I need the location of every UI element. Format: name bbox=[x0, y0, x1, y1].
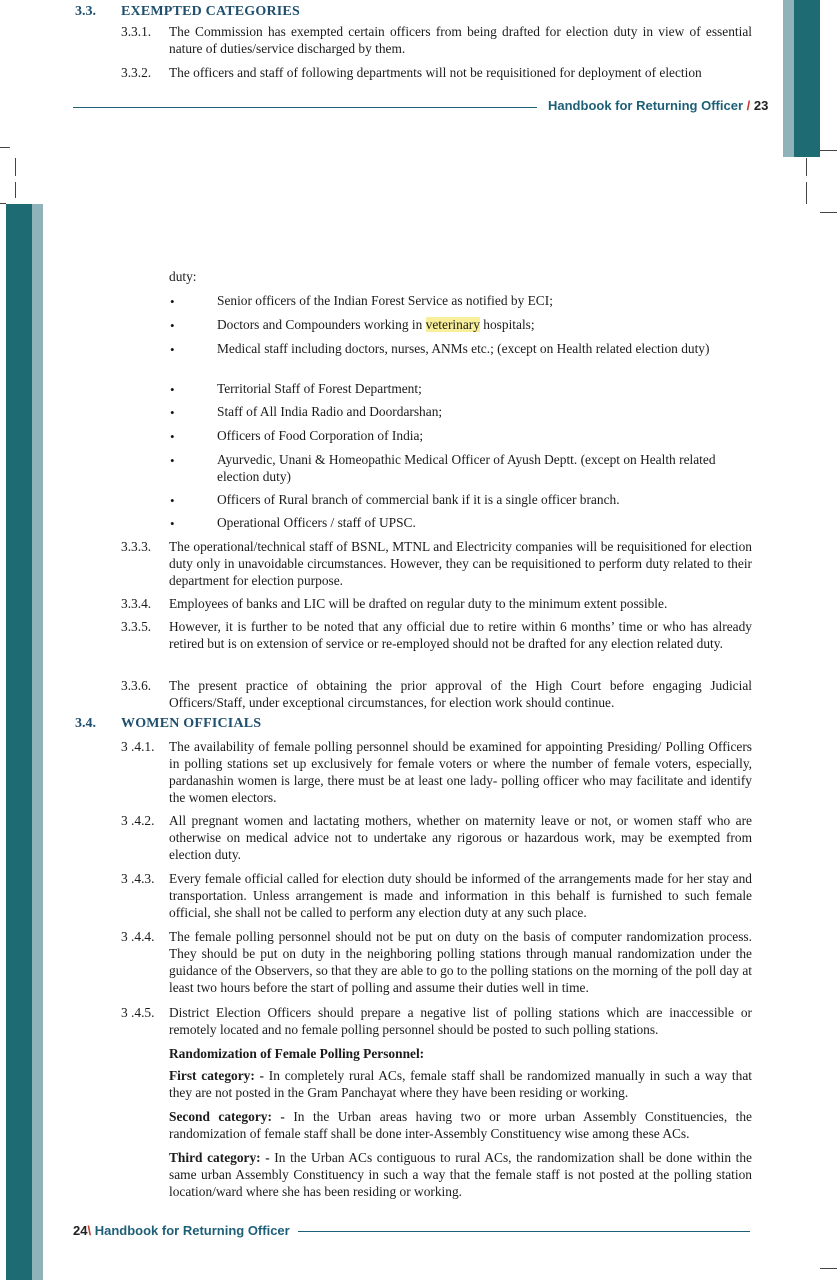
bullet-item: Ayurvedic, Unani & Homeopathic Medical Officer of Ayush Deptt. (except on Health related election duty) bbox=[217, 452, 716, 484]
randomization-category: Third category: - In the Urban ACs contiguous to rural ACs, the randomization shall be done within the same urban Assembly Constituency in such a way that the female staff is not posted at the polling station location/ward where she has been residing or working. bbox=[169, 1150, 752, 1199]
category-label: Second category: - bbox=[169, 1109, 285, 1124]
continuation-text: duty: bbox=[169, 269, 197, 284]
item-number: 3.3.3. bbox=[121, 539, 152, 554]
item-text: The operational/technical staff of BSNL, MTNL and Electricity companies will be requisitioned for election duty only in unavoidable circumstances. However, they can be requisitioned to perform duty related to their department for election purpose. bbox=[169, 539, 752, 588]
bullet-icon: • bbox=[170, 342, 175, 357]
bullet-item: Doctors and Compounders working in veterinary hospitals; bbox=[217, 317, 535, 332]
item-number: 3 .4.1. bbox=[121, 739, 155, 754]
bullet-icon: • bbox=[170, 516, 175, 531]
highlighted-word: veterinary bbox=[425, 317, 480, 332]
item-text: Every female official called for election duty should be informed of the arrangements made for her stay and transportation. Unless arrangement is made and information in this behalf is furnished to such female official, she shall not be called to perform any election duty at any such place. bbox=[169, 871, 752, 920]
item-number: 3.3.2. bbox=[121, 65, 152, 80]
section-number: 3.4. bbox=[75, 716, 96, 731]
randomization-category: First category: - In completely rural ACs, female staff shall be randomized manually in such a way that they are not posted in the Gram Panchayat where they have been residing or working. bbox=[169, 1068, 753, 1100]
item-number: 3.3.6. bbox=[121, 678, 152, 693]
item-text: However, it is further to be noted that any official due to retire within 6 months’ time or who has already retired but is on extension of service or re-employed should not be drafted for any election related duty. bbox=[169, 619, 752, 651]
crop-mark bbox=[806, 182, 807, 204]
category-label: First category: - bbox=[169, 1068, 265, 1083]
item-text: The present practice of obtaining the prior approval of the High Court before engaging Judicial Officers/Staff, under exceptional circumstances, for election work should continue. bbox=[169, 678, 752, 710]
bullet-item: Territorial Staff of Forest Department; bbox=[217, 381, 422, 396]
page-edge-light-bar-bottom bbox=[32, 204, 43, 1280]
item-text: The Commission has exempted certain officers from being drafted for election duty in view of essential nature of duties/service discharged by them. bbox=[169, 24, 752, 56]
crop-mark bbox=[820, 212, 837, 213]
bullet-icon: • bbox=[170, 294, 175, 309]
bullet-item: Operational Officers / staff of UPSC. bbox=[217, 515, 416, 530]
item-number: 3 .4.3. bbox=[121, 871, 155, 886]
item-text: The availability of female polling personnel should be examined for appointing Presiding/ Polling Officers in polling stations set up exclusively for female voters or where the number of female voters, especially, pardanashin women is large, there must be at least one lady- polling officer who may facilitate and identify the women electors. bbox=[169, 739, 752, 805]
section-number: 3.3. bbox=[75, 4, 96, 19]
item-number: 3 .4.2. bbox=[121, 813, 155, 828]
item-text: Employees of banks and LIC will be drafted on regular duty to the minimum extent possible. bbox=[169, 596, 668, 611]
category-label: Third category: - bbox=[169, 1150, 270, 1165]
page-edge-light-bar-top bbox=[783, 0, 794, 157]
section-title: WOMEN OFFICIALS bbox=[121, 716, 262, 731]
randomization-heading: Randomization of Female Polling Personnel: bbox=[169, 1046, 425, 1061]
bullet-item: Officers of Food Corporation of India; bbox=[217, 428, 424, 443]
bullet-icon: • bbox=[170, 453, 175, 468]
randomization-category: Second category: - In the Urban areas having two or more urban Assembly Constituencies, the randomization of female staff shall be done inter-Assembly Constituency wise among these ACs. bbox=[169, 1109, 753, 1141]
item-text: District Election Officers should prepare a negative list of polling stations which are inaccessible or remotely located and no female polling personnel should be posted to such polling stations. bbox=[169, 1005, 752, 1037]
crop-mark bbox=[15, 182, 16, 198]
bullet-item: Officers of Rural branch of commercial bank if it is a single officer branch. bbox=[217, 492, 620, 507]
item-text: All pregnant women and lactating mothers, whether on maternity leave or not, or women staff who are otherwise on medical advice not to undertake any rigorous or hazardous work, may be exempted from election duty. bbox=[169, 813, 752, 862]
item-text: The officers and staff of following departments will not be requisitioned for deployment of election bbox=[169, 65, 702, 80]
crop-mark bbox=[820, 150, 837, 151]
footer-rule bbox=[73, 107, 537, 108]
item-number: 3.3.5. bbox=[121, 619, 152, 634]
running-footer bbox=[73, 1223, 290, 1238]
footer-title: Handbook for Returning Officer bbox=[548, 98, 743, 113]
item-number: 3.3.4. bbox=[121, 596, 152, 611]
footer-title: Handbook for Returning Officer bbox=[94, 1223, 290, 1238]
running-footer bbox=[548, 98, 768, 113]
bullet-icon: • bbox=[170, 318, 175, 333]
footer-rule bbox=[298, 1231, 750, 1232]
crop-mark bbox=[0, 147, 10, 148]
page-edge-dark-bar-bottom bbox=[6, 204, 32, 1280]
item-number: 3.3.1. bbox=[121, 24, 152, 39]
page-number: 24 bbox=[73, 1223, 88, 1238]
bullet-item: Senior officers of the Indian Forest Service as notified by ECI; bbox=[217, 293, 553, 308]
item-number: 3 .4.4. bbox=[121, 929, 155, 944]
bullet-item: Staff of All India Radio and Doordarshan; bbox=[217, 404, 443, 419]
footer-separator: \ bbox=[87, 1223, 92, 1238]
page-number: 23 bbox=[753, 98, 769, 113]
crop-mark bbox=[806, 158, 807, 176]
crop-mark bbox=[820, 1268, 837, 1269]
footer-separator: / bbox=[746, 98, 751, 113]
page-edge-dark-bar-top bbox=[794, 0, 820, 157]
bullet-icon: • bbox=[170, 382, 175, 397]
bullet-icon: • bbox=[170, 429, 175, 444]
bullet-icon: • bbox=[170, 493, 175, 508]
item-number: 3 .4.5. bbox=[121, 1005, 155, 1020]
bullet-item: Medical staff including doctors, nurses, ANMs etc.; (except on Health related election duty) bbox=[217, 341, 710, 356]
crop-mark bbox=[15, 158, 16, 176]
item-text: The female polling personnel should not be put on duty on the basis of computer randomization process. They should be put on duty in the neighboring polling stations through manual randomization under the guidance of the Observers, so that they are able to go to the polling stations on the morning of the poll day at least two hours before the start of polling and assume their duties well in time. bbox=[169, 929, 752, 995]
section-title: EXEMPTED CATEGORIES bbox=[121, 4, 300, 19]
bullet-icon: • bbox=[170, 405, 175, 420]
